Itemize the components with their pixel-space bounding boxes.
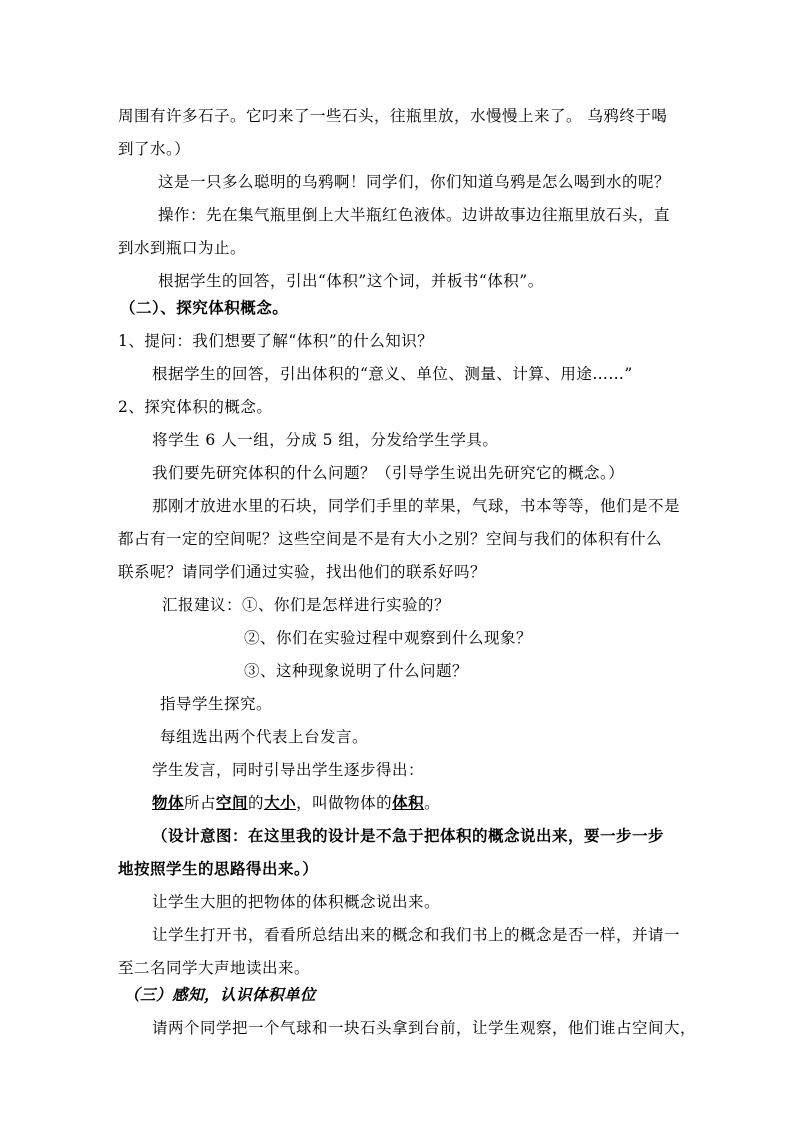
paragraph-line: 根据学生的回答，引出“体积”这个词，并板书“体积”。 <box>158 272 544 290</box>
term-volume: 体积 <box>392 793 425 812</box>
term-size: 大小 <box>264 793 297 812</box>
text-fragment: ，叫做物体的 <box>296 794 393 812</box>
list-item: 1、提问：我们想要了解“体积”的什么知识？ <box>118 332 434 350</box>
design-intent-line: 地按照学生的思路得出来。） <box>118 859 319 878</box>
text-fragment: 的 <box>248 794 265 812</box>
paragraph-line: 让学生大胆的把物体的体积概念说出来。 <box>152 893 441 911</box>
paragraph-line: 汇报建议：①、你们是怎样进行实验的？ <box>162 596 451 614</box>
section-heading: （三）感知，认识体积单位 <box>124 985 317 1004</box>
paragraph-line: 操作：先在集气瓶里倒上大半瓶红色液体。边讲故事边往瓶里放石头，直 <box>158 206 671 224</box>
paragraph-line: 这是一只多么聪明的乌鸦啊！同学们，你们知道乌鸦是怎么喝到水的呢？ <box>158 173 671 191</box>
section-heading: （二）、探究体积概念。 <box>120 298 289 317</box>
paragraph-line: 每组选出两个代表上台发言。 <box>160 728 369 746</box>
paragraph-line: 学生发言，同时引导出学生逐步得出： <box>152 761 425 779</box>
term-object: 物体 <box>152 793 185 812</box>
paragraph-line: 到水到瓶口为止。 <box>118 239 247 257</box>
text-fragment: 所占 <box>184 794 217 812</box>
design-intent-line: （设计意图：在这里我的设计是不急于把体积的概念说出来，要一步一步 <box>152 826 665 845</box>
paragraph-line: 那刚才放进水里的石块，同学们手里的苹果，气球，书本等等，他们是不是 <box>152 497 681 515</box>
paragraph-line: 根据学生的回答，引出体积的“意义、单位、测量、计算、用途……” <box>152 365 633 383</box>
paragraph-line: ②、你们在实验过程中观察到什么现象？ <box>244 629 533 647</box>
paragraph-line: 让学生打开书，看看所总结出来的概念和我们书上的概念是否一样，并请一 <box>152 926 681 944</box>
paragraph-line: 指导学生探究。 <box>160 695 273 713</box>
paragraph-line: ③、这种现象说明了什么问题？ <box>244 662 469 680</box>
term-space: 空间 <box>216 793 249 812</box>
paragraph-line: 至二名同学大声地读出来。 <box>118 959 311 977</box>
paragraph-line: 都占有一定的空间呢？这些空间是不是有大小之别？空间与我们的体积有什么 <box>118 530 663 548</box>
paragraph-line: 周围有许多石子。它叼来了一些石头，往瓶里放，水慢慢上来了。 乌鸦终于喝 <box>118 107 668 125</box>
text-fragment: 。 <box>424 794 441 812</box>
paragraph-line: 我们要先研究体积的什么问题？（引导学生说出先研究它的概念。） <box>152 464 625 482</box>
paragraph-line: 到了水。） <box>118 140 191 158</box>
paragraph-line: 联系呢？请同学们通过实验，找出他们的联系好吗？ <box>118 563 487 581</box>
paragraph-line: 将学生 6 人一组，分成 5 组，分发给学生学具。 <box>152 431 499 449</box>
definition-line <box>152 792 712 814</box>
paragraph-line: 请两个同学把一个气球和一块石头拿到台前，让学生观察，他们谁占空间大， <box>152 1019 697 1037</box>
list-item: 2、探究体积的概念。 <box>118 398 273 416</box>
